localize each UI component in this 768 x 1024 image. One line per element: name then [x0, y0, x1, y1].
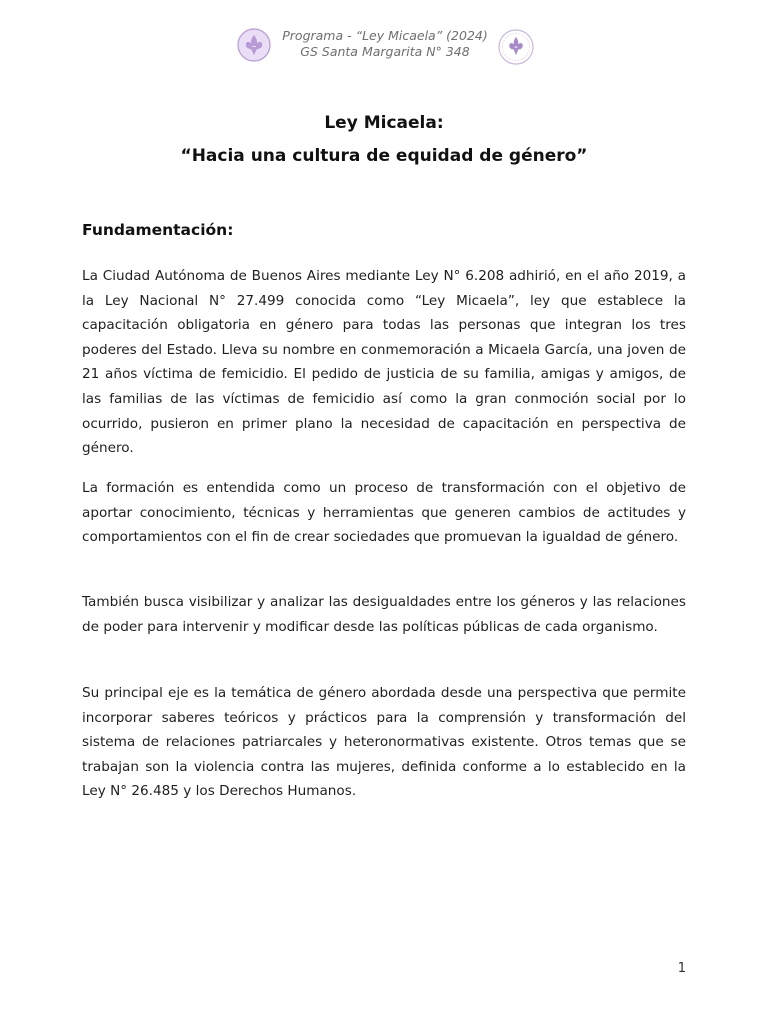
header-text: [270, 28, 500, 60]
page-number: 1: [677, 961, 686, 976]
paragraph: La Ciudad Autónoma de Buenos Aires mediante Ley N° 6.208 adhirió, en el año 2019, a la Ley Nacional N° 27.499 conocida como “Ley Micaela”, ley que establece la capacitación obligatoria en género para todas las personas que integran los tres poderes del Estado. Lleva su nombre en conmemoración a Micaela García, una joven de 21 años víctima de femicidio. El pedido de justicia de su familia, amigas y amigos, de las familias de las víctimas de femicidio así como la gran conmoción social por lo ocurrido, pusieron en primer plano la necesidad de capacitación en perspectiva de género.: [82, 268, 686, 457]
header-group-line: GS Santa Margarita N° 348: [300, 44, 470, 59]
scout-fleur-de-lis-icon: [237, 28, 271, 62]
group-emblem-icon: [498, 29, 534, 65]
paragraph: Su principal eje es la temática de género abordada desde una perspectiva que permite incorporar saberes teóricos y prácticos para la comprensión y transformación del sistema de relaciones patriarcales y heteronormativas existente. Otros temas que se trabajan son la violencia contra las mujeres, definida conforme a lo establecido en la Ley N° 26.485 y los Derechos Humanos.: [82, 685, 686, 800]
header-program-line: Programa - “Ley Micaela” (2024): [282, 28, 488, 43]
section-heading: Fundamentación:: [82, 221, 234, 239]
paragraph: La formación es entendida como un proceso de transformación con el objetivo de aportar conocimiento, técnicas y herramientas que generen cambios de actitudes y comportamientos con el fin de crear sociedades que promuevan la igualdad de género.: [82, 480, 686, 546]
document-title: Ley Micaela:: [324, 113, 444, 133]
paragraph: También busca visibilizar y analizar las desigualdades entre los géneros y las relaciones de poder para intervenir y modificar desde las políticas públicas de cada organismo.: [82, 594, 686, 635]
page-header: [0, 28, 768, 68]
document-subtitle: “Hacia una cultura de equidad de género”: [180, 146, 588, 166]
